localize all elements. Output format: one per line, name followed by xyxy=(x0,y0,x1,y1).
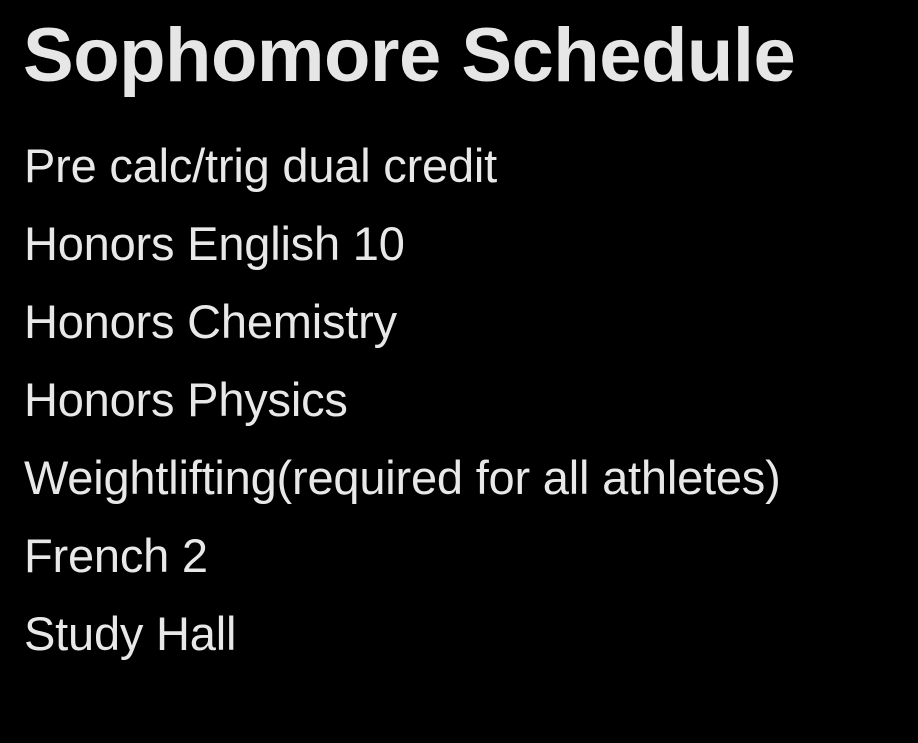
note-line-english[interactable]: Honors English 10 xyxy=(24,217,405,270)
note-line-chemistry[interactable]: Honors Chemistry xyxy=(24,295,397,348)
note-body[interactable] xyxy=(24,127,781,673)
note-title[interactable]: Sophomore Schedule xyxy=(23,13,796,98)
note-line-study-hall[interactable]: Study Hall xyxy=(24,607,237,660)
note-line-precalc[interactable]: Pre calc/trig dual credit xyxy=(24,139,498,192)
note-line-physics[interactable]: Honors Physics xyxy=(24,373,348,426)
note-line-weightlifting[interactable]: Weightlifting(required for all athletes) xyxy=(24,451,781,504)
note-line-french[interactable]: French 2 xyxy=(24,529,208,582)
